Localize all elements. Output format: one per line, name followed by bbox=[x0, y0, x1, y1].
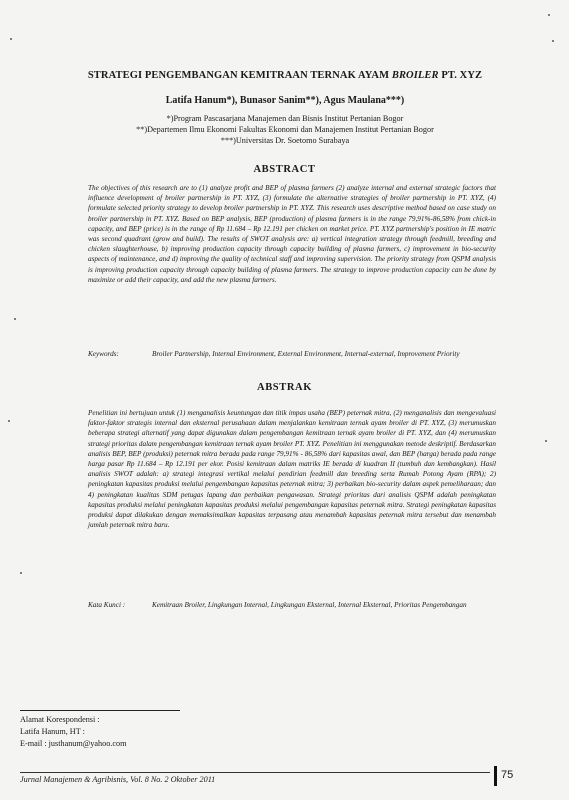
affiliation-1: *)Program Pascasarjana Manajemen dan Bisnis Institut Pertanian Bogor bbox=[166, 114, 404, 123]
page-number-bar bbox=[494, 766, 497, 786]
scan-speck bbox=[10, 38, 12, 40]
abstrak-body: Penelitian ini bertujuan untuk (1) menganalisis keuntungan dan titik impas usaha (BEP) peternak mitra, (2) menganalisis dan mengevaluasi faktor-faktor strategis internal dan eksternal perusahaan dalam menjalankan kemitraan ternak ayam broiler di PT. XYZ, (3) merumuskan beberapa strategi alternatif yang dapat digunakan dalam pengembangan kemitraan ternak ayam broiler di PT. XYZ, dan (4) merumuskan strategi prioritas dalam pengembangan kemitraan ternak ayam broiler PT. XYZ. Penelitian ini menggunakan metode deskriptif. Berdasarkan analisis BEP, BEP (produksi) peternak mitra berada pada range 79,91% - 86,58% dari kapasitas awal, dan BEP (harga) berada pada range harga pasar Rp 11.684 – Rp 12.191 per ekor. Posisi kemitraan dalam matriks IE berada di kuadran II (tumbuh dan kembangkan). Hasil analisis SWOT adalah: a) strategi integrasi vertikal melalui pendirian feedmill dan breeding serta Rumah Potong Ayam (RPA); 2) peningkatan kapasitas produksi melalui pengembangan kapasitas peternak mitra; 3) perbaikan bio-security dalam aspek pemeliharaan; dan 4) peningkatan kualitas SDM petugas lapang dan perbaikan pengawasan. Strategi prioritas dari analisis QSPM adalah peningkatan kapasitas produksi melalui peningkatan kapasitas produksi melalui pengembangan kapasitas peternak mitra. Strategi peningkatan kapasitas produksi dapat dilakukan dengan memaksimalkan kapasitas terpasang atau menambah kapasitas peternak mitra tersebut dan menambah jumlah peternak mitra baru. bbox=[88, 409, 496, 530]
keywords-text: Broiler Partnership, Internal Environment, External Environment, Internal-external, Improvement Priority bbox=[152, 350, 460, 358]
kata-kunci-label: Kata Kunci : bbox=[88, 601, 126, 609]
keywords-label: Keywords: bbox=[88, 350, 119, 358]
correspondence-email: E-mail : justhanum@yahoo.com bbox=[20, 739, 127, 748]
scan-speck bbox=[548, 14, 550, 16]
affiliation-3: ***)Universitas Dr. Soetomo Surabaya bbox=[220, 136, 350, 145]
author-list: Latifa Hanum*), Bunasor Sanim**), Agus Maulana***) bbox=[165, 95, 405, 106]
abstract-body: The objectives of this research are to (1) analyze profit and BEP of plasma farmers (2) analyze internal and external strategic factors that influence development of broiler partnership in PT. XYZ, (3) formulate the alternative strategies of broiler partnership in PT. XYZ, (4) formulate selected priority strategy to develop broiler partnership in PT. XYZ. This research uses descriptive method based on case study on broiler partnership in PT. XYZ. Based on BEP analysis, BEP (production) of plasma farmers is in the range 79,91%-86,58% from chick-in capacity, and BEP (price) is in the range of Rp 11.684 – Rp 12.191 per chicken on market price. PT. XYZ partnership's position in IE matric was second quadrant (grow and build). The results of SWOT analysis are: a) vertical integration strategy through feedmill, breeding and chicken slaughterhouse, b) improving production capacity through capacity building of plasma farmers, c) improvement in bio-security aspects of maintenance, and d) improving the quality of technical staff and improving supervision. The priority strategy from QSPM analysis is improving production capacity through capacity building of plasma farmers. The strategy to improve production capacity can be done by maximize or add their capacity, and add the new plasma farmers. bbox=[88, 184, 496, 284]
footnote-rule bbox=[20, 710, 180, 711]
kata-kunci bbox=[88, 600, 496, 610]
kata-kunci-text: Kemitraan Broiler, Lingkungan Internal, Lingkungan Eksternal, Internal Eksternal, Prioritas Pengembangan bbox=[152, 601, 467, 609]
scan-speck bbox=[8, 420, 10, 422]
scan-speck bbox=[552, 40, 554, 42]
correspondence-name: Latifa Hanum, HT : bbox=[20, 727, 85, 736]
abstract-heading: ABSTRACT bbox=[253, 164, 316, 175]
title-italic: BROILER bbox=[391, 70, 439, 81]
scan-speck bbox=[20, 572, 22, 574]
title-tail: PT. XYZ bbox=[438, 70, 483, 81]
scan-speck bbox=[545, 440, 547, 442]
scan-speck bbox=[14, 318, 16, 320]
paper-title bbox=[40, 70, 530, 81]
affiliation-2: **)Departemen Ilmu Ekonomi Fakultas Ekonomi dan Manajemen Institut Pertanian Bogor bbox=[136, 125, 434, 134]
journal-footer: Jurnal Manajemen & Agribisnis, Vol. 8 No. 2 Oktober 2011 bbox=[20, 772, 490, 784]
correspondence-label: Alamat Korespondensi : bbox=[20, 715, 100, 724]
title-main: STRATEGI PENGEMBANGAN KEMITRAAN TERNAK AYAM bbox=[87, 70, 392, 81]
keywords bbox=[88, 349, 496, 359]
page-number: 75 bbox=[501, 769, 514, 781]
abstrak-heading: ABSTRAK bbox=[257, 382, 312, 393]
